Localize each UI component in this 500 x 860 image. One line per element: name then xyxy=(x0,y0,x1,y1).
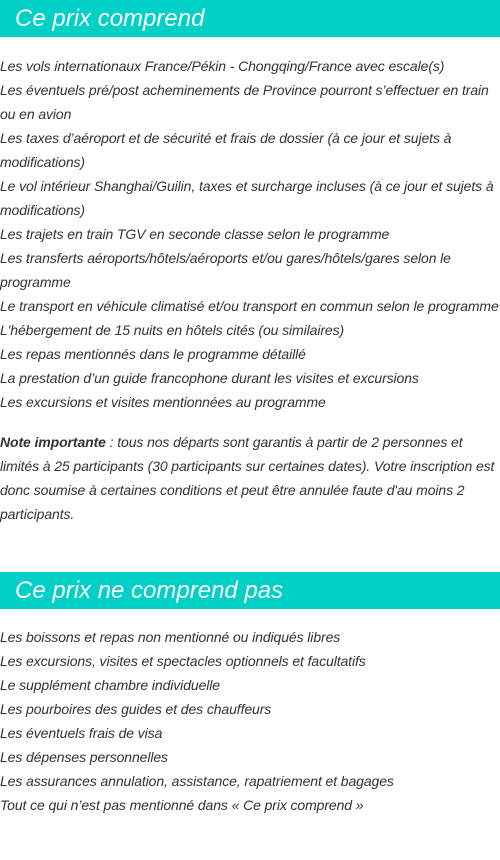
included-item: Le transport en véhicule climatisé et/ou transport en commun selon le programme xyxy=(0,298,499,314)
included-item: Les vols internationaux France/Pékin - Chongqing/France avec escale(s) xyxy=(0,58,445,74)
important-note xyxy=(0,430,500,526)
included-item: Les éventuels pré/post acheminements de Province pourront s’effectuer en train ou en avion xyxy=(0,82,489,122)
included-list xyxy=(0,54,500,414)
included-item: Les taxes d’aéroport et de sécurité et frais de dossier (à ce jour et sujets à modifications) xyxy=(0,130,452,170)
important-note-text: : tous nos départs sont garantis à partir de 2 personnes et limités à 25 participants (30 participants sur certaines dates). Votre inscription est donc soumise à certaines conditions et peut être annulée faute d'au moins 2 participants. xyxy=(0,434,495,522)
excluded-item: Les dépenses personnelles xyxy=(0,749,168,765)
included-item: Les repas mentionnés dans le programme détaillé xyxy=(0,346,306,362)
included-item: La prestation d’un guide francophone durant les visites et excursions xyxy=(0,370,419,386)
excluded-item: Les excursions, visites et spectacles optionnels et facultatifs xyxy=(0,653,366,669)
excluded-list xyxy=(0,625,500,817)
included-item: Les transferts aéroports/hôtels/aéroports et/ou gares/hôtels/gares selon le programme xyxy=(0,250,451,290)
excluded-section xyxy=(0,572,500,817)
included-item: Le vol intérieur Shanghai/Guilin, taxes et surcharge incluses (à ce jour et sujets à modifications) xyxy=(0,178,494,218)
excluded-item: Les éventuels frais de visa xyxy=(0,725,163,741)
excluded-item: Tout ce qui n’est pas mentionné dans « Ce prix comprend » xyxy=(0,797,364,813)
excluded-item: Le supplément chambre individuelle xyxy=(0,677,220,693)
included-item: Les excursions et visites mentionnées au programme xyxy=(0,394,326,410)
important-note-label: Note importante xyxy=(0,434,106,450)
excluded-item: Les pourboires des guides et des chauffeurs xyxy=(0,701,272,717)
included-item: Les trajets en train TGV en seconde classe selon le programme xyxy=(0,226,390,242)
excluded-item: Les assurances annulation, assistance, rapatriement et bagages xyxy=(0,773,394,789)
excluded-heading: Ce prix ne comprend pas xyxy=(0,572,500,609)
included-heading: Ce prix comprend xyxy=(0,0,500,37)
included-item: L'hébergement de 15 nuits en hôtels cités (ou similaires) xyxy=(0,322,345,338)
excluded-item: Les boissons et repas non mentionné ou indiqués libres xyxy=(0,629,341,645)
